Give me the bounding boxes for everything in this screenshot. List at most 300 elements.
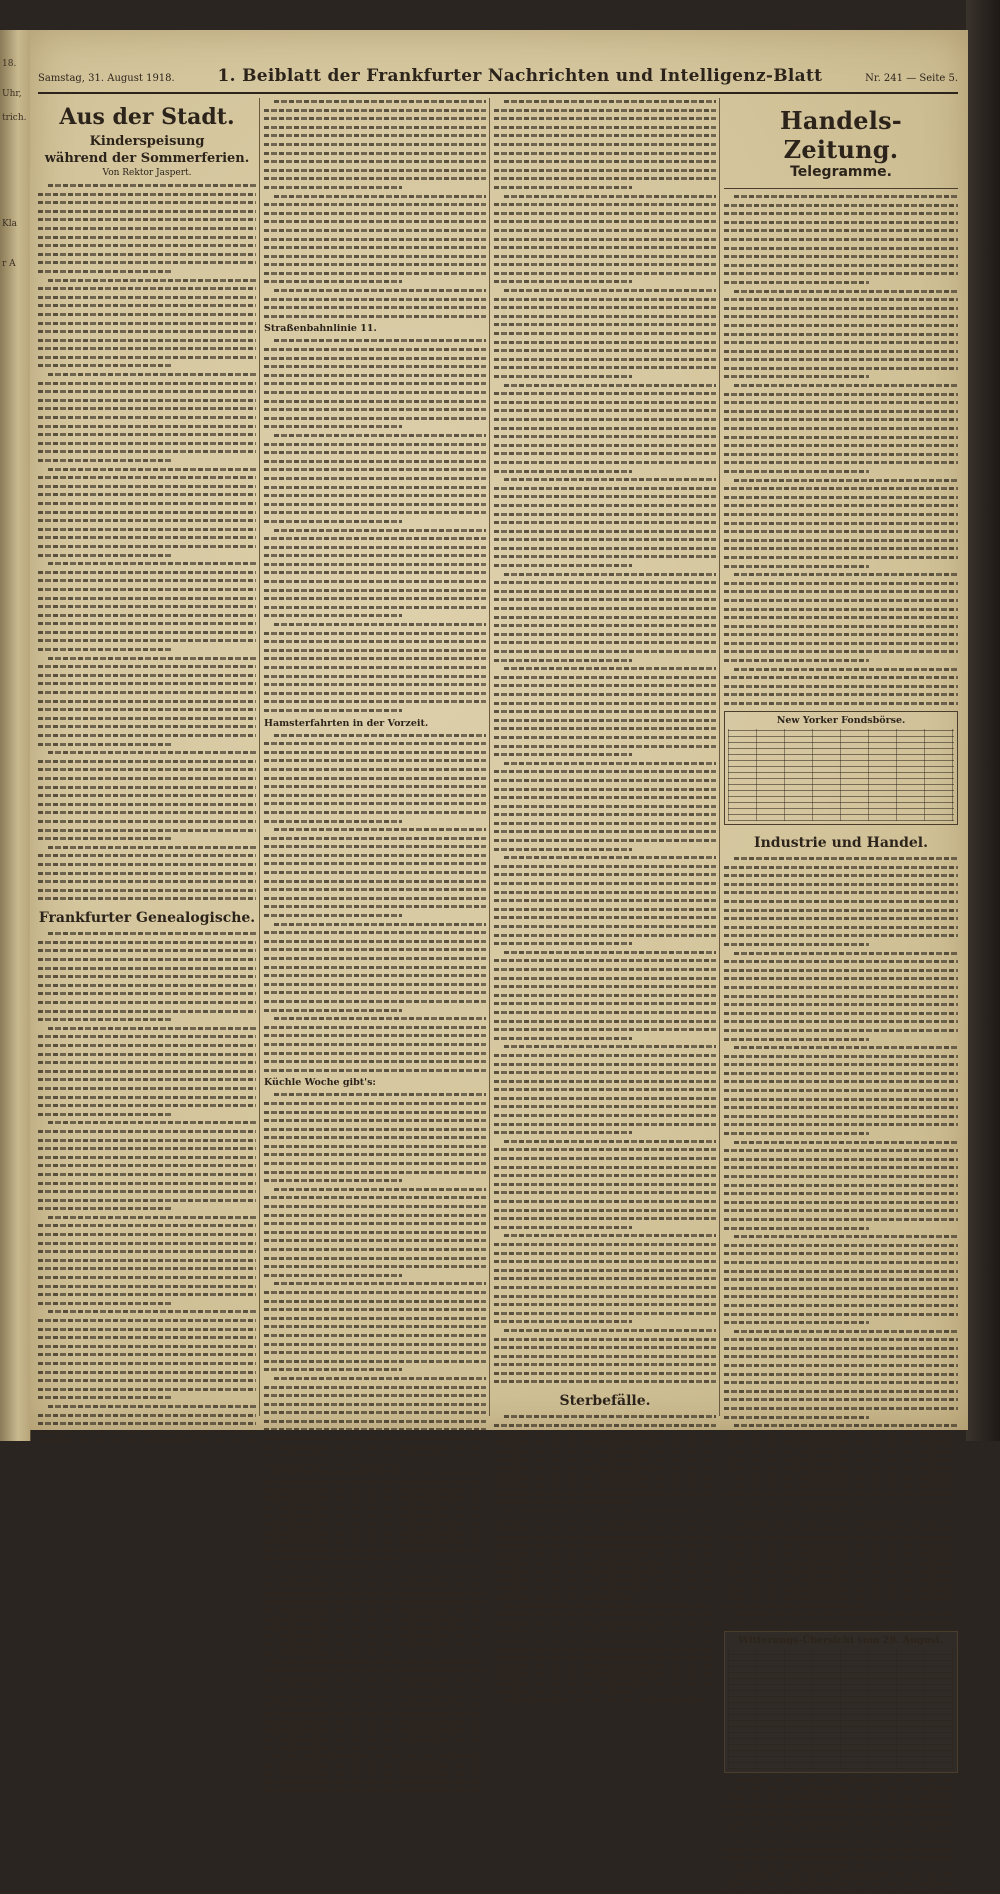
text-line [264,948,486,951]
text-line [724,272,958,275]
text-line [494,272,716,275]
text-line [494,977,716,980]
text-line [264,1729,486,1732]
text-line [724,1579,958,1582]
text-line [724,1098,958,1101]
text-line [494,134,716,137]
text-line [264,1308,486,1311]
text-line [264,511,486,514]
text-line [494,959,716,962]
text-line [724,1381,958,1384]
text-line [264,1695,486,1698]
text-line [38,1259,256,1262]
text-line [494,109,716,112]
text-line [38,631,256,634]
text-line [724,1261,958,1264]
text-line [494,1587,716,1590]
text-line [494,1690,632,1693]
text-line [264,871,486,874]
text-line [494,710,716,713]
text-line [494,1105,716,1108]
text-line [38,390,256,393]
text-line [724,1407,958,1410]
text-line [724,530,958,533]
text-line [724,1502,958,1505]
text-line [264,700,486,703]
text-line [38,476,256,479]
text-line [274,195,486,198]
article-lead [264,1077,486,1089]
text-line [264,451,486,454]
text-line [264,1549,486,1552]
text-line [274,1471,486,1474]
text-line [264,1300,486,1303]
text-line [38,485,256,488]
text-line [274,1661,486,1664]
text-line [724,1459,958,1462]
column-rule [259,98,260,1416]
text-line [724,264,958,267]
text-line [264,802,486,805]
text-line [38,227,256,230]
text-line [264,974,486,977]
text-line [734,479,958,482]
text-line [724,1029,958,1032]
text-line [724,1882,958,1885]
text-line [494,1467,716,1470]
stock-table [724,711,958,825]
text-line [734,1613,958,1616]
text-line [264,1480,486,1483]
text-line [264,126,486,129]
text-line [724,625,958,628]
text-line [38,1396,173,1399]
text-line [38,1078,256,1081]
text-line [264,1111,486,1114]
text-line [38,1139,256,1142]
text-line [38,614,256,617]
text-line [38,1207,173,1210]
text-line [724,204,958,207]
text-line [274,923,486,926]
text-line [724,1527,958,1530]
text-line [38,665,256,668]
text-line [264,1265,486,1268]
text-line [264,1635,486,1638]
text-line [724,1450,958,1453]
text-line [264,709,402,712]
text-line [38,1345,256,1348]
text-line [724,883,958,886]
text-line [724,341,958,344]
text-line [38,1362,256,1365]
text-line [264,820,402,823]
text-line [734,1046,958,1049]
text-line [494,538,716,541]
text-line [724,599,958,602]
text-line [494,1312,716,1315]
text-line [724,1839,958,1842]
text-line [264,777,486,780]
text-line [724,926,958,929]
text-line [494,186,632,189]
text-line [724,556,958,559]
text-line [38,958,256,961]
text-line [264,152,486,155]
text-line [38,1276,256,1279]
text-line [38,528,256,531]
article-lead-label: Küchle Woche gibt's: [264,1077,376,1089]
text-line [494,822,716,825]
text-line [494,727,716,730]
text-line [264,1368,402,1371]
text-line [264,554,486,557]
text-line [264,255,486,258]
text-line [264,1128,486,1131]
text-line [264,1772,486,1775]
text-line [38,941,256,944]
text-line [264,1523,486,1526]
text-line [724,1510,869,1513]
text-line [38,760,256,763]
text-line [38,1173,256,1176]
text-line [264,1162,486,1165]
text-line [48,373,256,376]
text-line [38,786,256,789]
text-line [734,195,958,198]
text-line [264,1583,486,1586]
text-line [734,1235,958,1238]
text-line [724,1218,958,1221]
text-line [504,762,716,765]
text-line [724,960,958,963]
text-line [264,1643,486,1646]
text-line [494,366,716,369]
text-line [494,280,632,283]
text-line [264,134,486,137]
article-subtitle: während der Sommerferien. [44,151,250,166]
text-line [264,1102,486,1105]
text-line [264,1618,486,1621]
text-line [494,409,716,412]
text-line [264,203,486,206]
text-line [264,1506,486,1509]
text-line [724,1003,958,1006]
text-line [38,407,256,410]
text-line [38,605,256,608]
text-line [724,702,958,705]
text-line [274,1188,486,1191]
strip-fragment: Uhr, [2,89,22,99]
text-line [48,846,256,849]
text-line [264,382,486,385]
text-line [494,650,716,653]
text-line [38,416,256,419]
text-line [38,1302,173,1305]
text-line [724,1545,958,1548]
section-headline: Aus der Stadt. [59,104,235,130]
text-line [264,1721,486,1724]
text-line [264,220,486,223]
text-line [264,940,486,943]
text-line [494,865,716,868]
text-line [734,1519,958,1522]
text-line [38,1001,256,1004]
text-line [494,1656,716,1659]
text-line [38,1250,256,1253]
text-line [724,367,958,370]
text-line [724,900,958,903]
column-rule [489,98,490,1416]
text-line [38,880,256,883]
text-line [264,640,486,643]
text-line [724,221,958,224]
text-line [494,1673,716,1676]
text-line [38,674,256,677]
text-line [494,1148,716,1151]
text-line [494,1450,716,1453]
text-line [724,496,958,499]
text-line [274,1282,486,1285]
text-line [724,1364,958,1367]
text-line [724,1055,958,1058]
text-line [264,1411,486,1414]
text-line [504,1415,716,1418]
text-line [264,1386,486,1389]
text-line [274,734,486,737]
text-line [494,848,632,851]
text-line [724,1252,958,1255]
text-line [724,986,958,989]
text-line [264,1060,486,1063]
text-line [38,1233,256,1236]
text-line [494,530,716,533]
text-line [494,1243,716,1246]
text-line [264,966,486,969]
text-line [38,1224,256,1227]
text-line [264,1034,486,1037]
text-line [724,1192,958,1195]
text-line [494,616,716,619]
text-line [264,1764,486,1767]
article-lead [264,718,486,730]
article-lead-label: Straßenbahnlinie 11. [264,323,377,335]
text-line [38,287,256,290]
text-line [38,502,256,505]
text-line [494,1544,716,1547]
text-line [494,1484,716,1487]
text-line [724,1132,869,1135]
text-line [494,1476,716,1479]
text-line [494,779,716,782]
text-line [494,375,632,378]
text-line [38,1199,256,1202]
text-line [38,330,256,333]
text-line [724,298,958,301]
text-line [274,1755,486,1758]
text-line [724,693,958,696]
text-line [38,210,256,213]
text-line [724,685,958,688]
text-line [734,1779,958,1782]
text-line [494,169,716,172]
text-line [724,650,958,653]
section-headline: Industrie und Handel. [754,835,928,852]
text-line [724,943,869,946]
article-body [724,857,958,1625]
text-line [38,493,256,496]
column-rule [719,98,720,1416]
text-line [38,1353,256,1356]
text-line [494,745,716,748]
text-line [494,1080,716,1083]
text-line [264,1257,486,1260]
text-line [38,1285,256,1288]
text-line [494,461,716,464]
text-line [48,562,256,565]
text-line [264,1437,486,1440]
text-line [264,1205,486,1208]
text-line [724,410,958,413]
text-line [48,184,256,187]
text-line [264,1222,486,1225]
text-line [504,289,716,292]
text-line [494,830,716,833]
text-line [724,565,869,568]
text-line [38,777,256,780]
text-line [494,1355,716,1358]
text-line [494,624,716,627]
text-line [264,759,486,762]
article-body [494,100,716,1383]
text-line [264,1179,402,1182]
text-line [724,1805,958,1808]
text-line [504,1699,716,1702]
text-line [494,805,716,808]
text-line [494,427,716,430]
text-line [494,934,716,937]
section-subheadline: Telegramme. [790,164,892,180]
text-line [494,1209,716,1212]
text-line [504,195,716,198]
text-line [264,1043,486,1046]
text-line [494,1622,716,1625]
text-line [264,957,486,960]
article-lead [264,323,486,335]
text-line [724,547,958,550]
text-line [494,916,716,919]
text-line [494,891,716,894]
text-line [724,1209,958,1212]
article-body [264,100,486,318]
text-line [494,315,716,318]
text-line [494,607,716,610]
text-line [38,682,256,685]
text-line [264,1557,402,1560]
strip-fragment: Kla [2,219,17,229]
text-line [38,1104,256,1107]
text-line [724,1848,958,1851]
text-line [264,1686,486,1689]
text-line [264,837,486,840]
text-line [264,263,486,266]
text-line [494,1630,716,1633]
text-line [724,1467,958,1470]
text-line [724,453,958,456]
text-line [494,1063,716,1066]
table-grid [728,1649,954,1769]
text-line [724,1063,958,1066]
table-title: New Yorker Fondsbörse. [776,715,906,727]
text-line [264,914,402,917]
text-line [38,356,256,359]
text-line [724,934,958,937]
text-line [38,725,256,728]
text-line [264,675,486,678]
text-line [264,1652,402,1655]
text-line [38,399,256,402]
text-line [504,667,716,670]
text-line [264,1592,486,1595]
text-line [38,1035,256,1038]
text-line [494,1295,716,1298]
text-line [724,1398,958,1401]
text-line [38,1053,256,1056]
text-line [494,504,716,507]
text-line [264,666,486,669]
text-line [264,1360,486,1363]
text-line [724,1822,958,1825]
text-line [38,743,173,746]
text-line [494,1346,716,1349]
text-line [494,633,716,636]
text-line [494,152,716,155]
text-line [494,1424,716,1427]
text-line [38,253,256,256]
text-line [494,1433,716,1436]
text-line [38,648,173,651]
text-line [494,719,716,722]
text-line [264,1446,486,1449]
text-line [724,1390,958,1393]
text-line [494,547,716,550]
text-line [38,545,256,548]
text-line [494,839,716,842]
text-line [48,932,256,935]
text-line [724,281,869,284]
text-line [264,520,402,523]
text-line [494,1054,716,1057]
article-body [38,184,256,900]
text-line [264,1274,402,1277]
text-line [274,339,486,342]
text-line [264,1153,486,1156]
text-line [264,374,486,377]
column-4 [724,98,958,1646]
text-line [38,1267,256,1270]
text-line [724,1433,958,1436]
text-line [724,1166,958,1169]
text-line [264,931,486,934]
text-line [264,408,486,411]
text-line [264,597,486,600]
text-line [724,1416,869,1419]
text-line [724,909,958,912]
text-line [494,203,716,206]
text-line [38,554,173,557]
text-line [38,639,256,642]
text-line [504,1605,716,1608]
